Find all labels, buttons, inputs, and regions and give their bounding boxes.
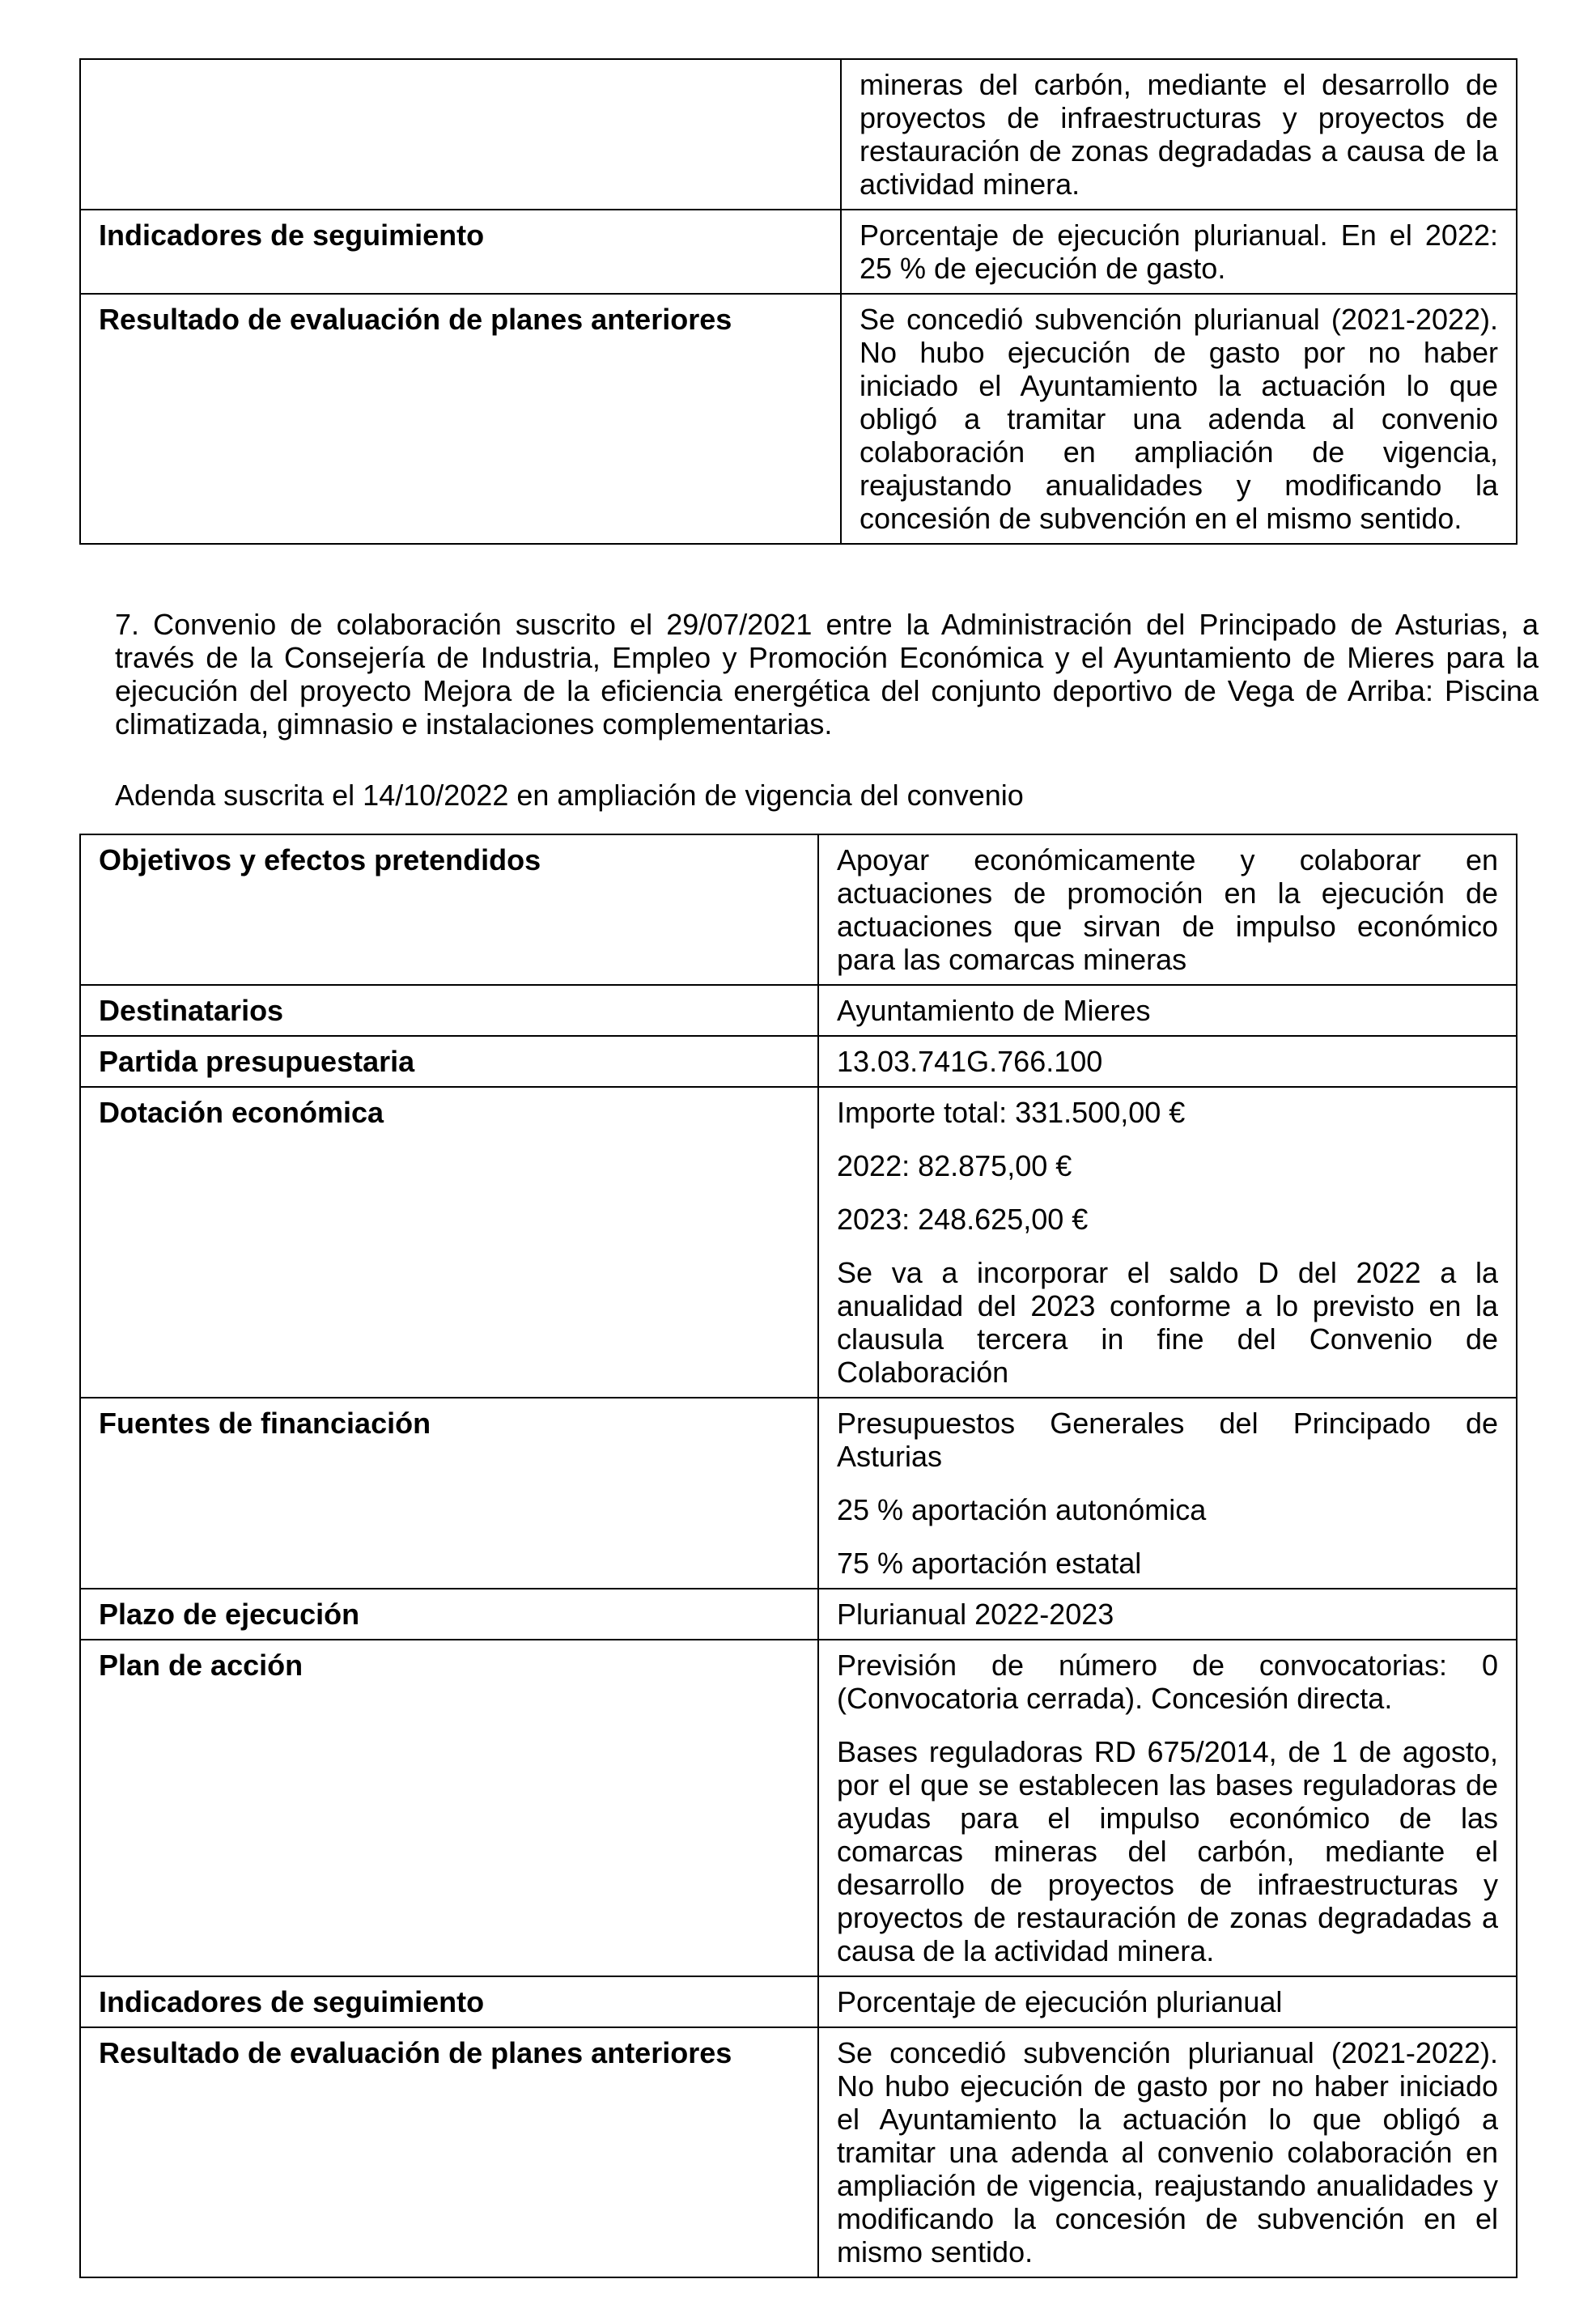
row-value-text: Porcentaje de ejecución plurianual bbox=[837, 1985, 1283, 2018]
table-row bbox=[80, 1398, 1517, 1589]
addendum-line: Adenda suscrita el 14/10/2022 en ampliación de vigencia del convenio bbox=[115, 779, 1024, 812]
table-row bbox=[80, 985, 1517, 1036]
table-row bbox=[80, 1036, 1517, 1087]
row-value-text: Bases reguladoras RD 675/2014, de 1 de agosto, por el que se establecen las bases reguladoras de ayudas para el impulso económico de las comarcas mineras del carbón, mediante el desarrollo de proyectos de infraestructuras y proyectos de restauración de zonas degradadas a causa de la actividad minera. bbox=[837, 1735, 1498, 1967]
row-value bbox=[818, 1036, 1517, 1087]
table-row bbox=[80, 2027, 1517, 2277]
row-value bbox=[841, 294, 1517, 544]
row-label: Indicadores de seguimiento bbox=[80, 1976, 818, 2027]
row-value bbox=[818, 2027, 1517, 2277]
row-value-text: Ayuntamiento de Mieres bbox=[837, 994, 1151, 1027]
row-value bbox=[818, 1589, 1517, 1640]
table-row bbox=[80, 1640, 1517, 1976]
table-row bbox=[80, 1976, 1517, 2027]
row-value bbox=[818, 1398, 1517, 1589]
row-label: Fuentes de financiación bbox=[80, 1398, 818, 1589]
row-value-text: 13.03.741G.766.100 bbox=[837, 1045, 1103, 1078]
table-row bbox=[80, 294, 1517, 544]
row-value bbox=[818, 1087, 1517, 1398]
row-value bbox=[818, 985, 1517, 1036]
row-label: Resultado de evaluación de planes anteriores bbox=[80, 294, 841, 544]
row-value-text: 2023: 248.625,00 € bbox=[837, 1203, 1089, 1236]
row-label: Destinatarios bbox=[80, 985, 818, 1036]
continued-text: mineras del carbón, mediante el desarrollo de proyectos de infraestructuras y proyectos de restauración de zonas degradadas a causa de la actividad minera. bbox=[860, 68, 1498, 201]
continued-table bbox=[79, 58, 1517, 545]
row-value-text: Plurianual 2022-2023 bbox=[837, 1598, 1114, 1631]
row-label: Resultado de evaluación de planes anteriores bbox=[80, 2027, 818, 2277]
row-value-text: Porcentaje de ejecución plurianual. En el 2022: 25 % de ejecución de gasto. bbox=[860, 219, 1498, 285]
row-value-text: Presupuestos Generales del Principado de Asturias bbox=[837, 1407, 1498, 1473]
row-value bbox=[818, 1640, 1517, 1976]
row-value bbox=[818, 834, 1517, 985]
table-row bbox=[80, 59, 1517, 210]
row-value-text: 2022: 82.875,00 € bbox=[837, 1149, 1072, 1182]
row-label: Objetivos y efectos pretendidos bbox=[80, 834, 818, 985]
table-value-cell bbox=[841, 59, 1517, 210]
row-label: Dotación económica bbox=[80, 1087, 818, 1398]
row-label: Plan de acción bbox=[80, 1640, 818, 1976]
row-value-text: Se va a incorporar el saldo D del 2022 a la anualidad del 2023 conforme a lo previsto en la clausula tercera in fine del Convenio de Colaboración bbox=[837, 1256, 1498, 1389]
row-value bbox=[818, 1976, 1517, 2027]
row-value-text: Previsión de número de convocatorias: 0 (Convocatoria cerrada). Concesión directa. bbox=[837, 1649, 1498, 1715]
table-row bbox=[80, 1589, 1517, 1640]
table-label-cell bbox=[80, 59, 841, 210]
table-row bbox=[80, 210, 1517, 294]
row-label: Plazo de ejecución bbox=[80, 1589, 818, 1640]
row-value-text: Apoyar económicamente y colaborar en actuaciones de promoción en la ejecución de actuaciones que sirvan de impulso económico para las comarcas mineras bbox=[837, 843, 1498, 976]
agreement-table bbox=[79, 834, 1517, 2278]
row-value-text: Se concedió subvención plurianual (2021-2022). No hubo ejecución de gasto por no haber iniciado el Ayuntamiento la actuación lo que obligó a tramitar una adenda al convenio colaboración en ampliación de vigencia, reajustando anualidades y modificando la concesión de subvención en el mismo sentido. bbox=[860, 303, 1498, 535]
row-value-text: Se concedió subvención plurianual (2021-2022). No hubo ejecución de gasto por no haber iniciado el Ayuntamiento la actuación lo que obligó a tramitar una adenda al convenio colaboración en ampliación de vigencia, reajustando anualidades y modificando la concesión de subvención en el mismo sentido. bbox=[837, 2036, 1498, 2268]
row-value-text: 25 % aportación autonómica bbox=[837, 1493, 1207, 1526]
row-value bbox=[841, 210, 1517, 294]
row-label: Partida presupuestaria bbox=[80, 1036, 818, 1087]
table-row bbox=[80, 1087, 1517, 1398]
section-paragraph: 7. Convenio de colaboración suscrito el 29/07/2021 entre la Administración del Principado de Asturias, a través de la Consejería de Industria, Empleo y Promoción Económica y el Ayuntamiento de Mieres para la ejecución del proyecto Mejora de la eficiencia energética del conjunto deportivo de Vega de Arriba: Piscina climatizada, gimnasio e instalaciones complementarias. bbox=[115, 608, 1539, 741]
table-row bbox=[80, 834, 1517, 985]
row-value-text: Importe total: 331.500,00 € bbox=[837, 1096, 1186, 1129]
row-value-text: 75 % aportación estatal bbox=[837, 1547, 1142, 1580]
row-label: Indicadores de seguimiento bbox=[80, 210, 841, 294]
